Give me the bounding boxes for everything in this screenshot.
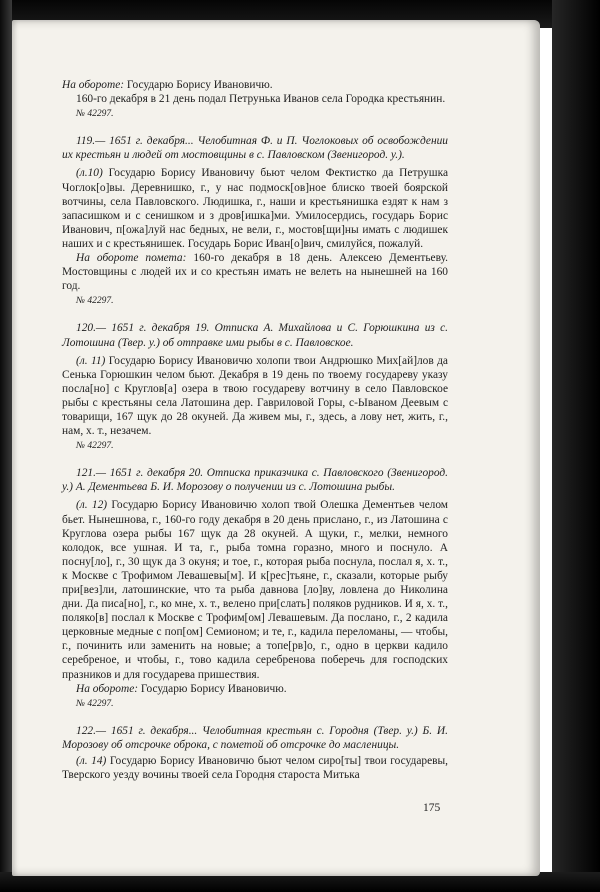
- archive-ref: № 42297.: [76, 109, 114, 120]
- archive-ref: № 42297.: [76, 441, 114, 452]
- scan-frame-right: [552, 0, 600, 892]
- paragraph: (л. 11) Государю Борису Ивановичю холопи твои Андрюшко Мих[ай]лов да Сенька Горюшкин челом бьют. Декабря в 19 день по твоему государеву указу посла[но] с Круглов[а] озера в твою государеву вотчину в село Павловское рыбы с крестьяны села Латошина дер. Гавриловой Горы, с-Ывaном Деевым с товарищи, 167 щук до 28 окуней. Да живем мы, г., здесь, а лову нет, жить, г., нам, х. т., незачем.: [62, 354, 448, 438]
- page-number: 175: [423, 802, 441, 814]
- scan-frame-left: [0, 0, 12, 892]
- document-heading-122: 122.— 1651 г. декабря... Челобитная крестьян с. Городня (Твер. у.) Б. И. Морозову об отсрочке оброка, с пометой об отсрочке до масленицы.: [62, 724, 448, 751]
- paragraph: (л. 14) Государю Борису Ивановичю бьют челом сиро[ты] твои государевы, Тверского уезду вочины твоей села Городня староста Митька: [62, 755, 449, 782]
- paragraph: [62, 78, 448, 92]
- inline-text: Государю Борису Ивановичю.: [124, 79, 273, 91]
- paragraph: (л. 12) Государю Борису Ивановичю холоп твой Олешка Дементьев челом бьет. Нынешнова, г., 160-го году декабря в 20 день прислано, г., из Латошина с Круглова озера рыбы 167 щук да 28 окуней. А щуки, г., мелки, немного колодок, все ушная. И та, г., рыба томна горазно, много и поснуло. А посну[ло], г., 30 щук да 3 окуня; и тое, г., которая рыба поснула, послал я, х. т., к Москве с Трофимом Левашевы[м]. И к[рес]тьяне, г., сказали, которые рыбу при[вез]ли, латошинские, что та рыба давнова [ло]ву, ловлена до Николина дни. Да писа[но], г., ко мне, х. т., велено при[слать] поляков рудников. И я, х. т., поляко[в] послал к Москве с Трофим[ом] Левашевым. Да послано, г., 2 кадила церковные медные с поп[ом] Семионом; и те, г., кадила переломаны, — чтобы, г., починить или заменить на новые; а топе[рв]о, г., одно в церкви кадило серебреное, и чтобы, г., тово кадила серебренова поберечь для господских празников и для государева пришествия.: [62, 499, 449, 681]
- page-text: [62, 78, 448, 782]
- paragraph: На обороте: Государю Борису Ивановичю.: [76, 682, 287, 695]
- paragraph: (л.10) Государю Борису Ивановичу бьют челом Фектистко да Петрушка Чоглок[о]вы. Деревнишко, г., у нас подмоск[ов]ное блиско твоей боярской вотчины, села Павловского. Людишка, г., наши и крестьянишка ездят к нам з запасишком и с сенишком и з дров[ишка]ми. Умилосердись, государь Борис Иванович, п[ожа]луй нас бедных, не вели, г., мостов[щи]ны имать с людишек наших и с крестьянишек. Государь Борис Иван[о]вич, смилуйся, пожалуй.: [62, 167, 448, 250]
- archive-ref: № 42297.: [76, 698, 114, 709]
- paragraph: На обороте помета: 160-го декабря в 18 день. Алексею Дементьеву. Мостовщины с людей их и со крестьян имать не велеть на нынешней на 160 год.: [62, 252, 448, 293]
- document-heading-121: 121.— 1651 г. декабря 20. Отписка приказчика с. Павловского (Звенигород. у.) А. Дементьева Б. И. Морозову о получении из с. Лотошина рыбы.: [62, 467, 448, 494]
- paragraph: [62, 92, 448, 106]
- inline-italic: На обороте:: [62, 79, 125, 91]
- document-heading-120: 120.— 1651 г. декабря 19. Отписка А. Михайлова и С. Горюшкина из с. Лотошина (Твер. у.) об отправке ими рыбы в с. Павловское.: [62, 322, 448, 349]
- archive-ref: № 42297.: [76, 296, 114, 307]
- inline-text: 160-го декабря в 21 день подал Петрунька Иванов села Городка крестьянин.: [76, 93, 446, 106]
- document-heading-119: 119.— 1651 г. декабря... Челобитная Ф. и П. Чоглоковых об освобождении их крестьян и людей от мостовщины в с. Павловском (Звенигород. у.).: [62, 135, 448, 162]
